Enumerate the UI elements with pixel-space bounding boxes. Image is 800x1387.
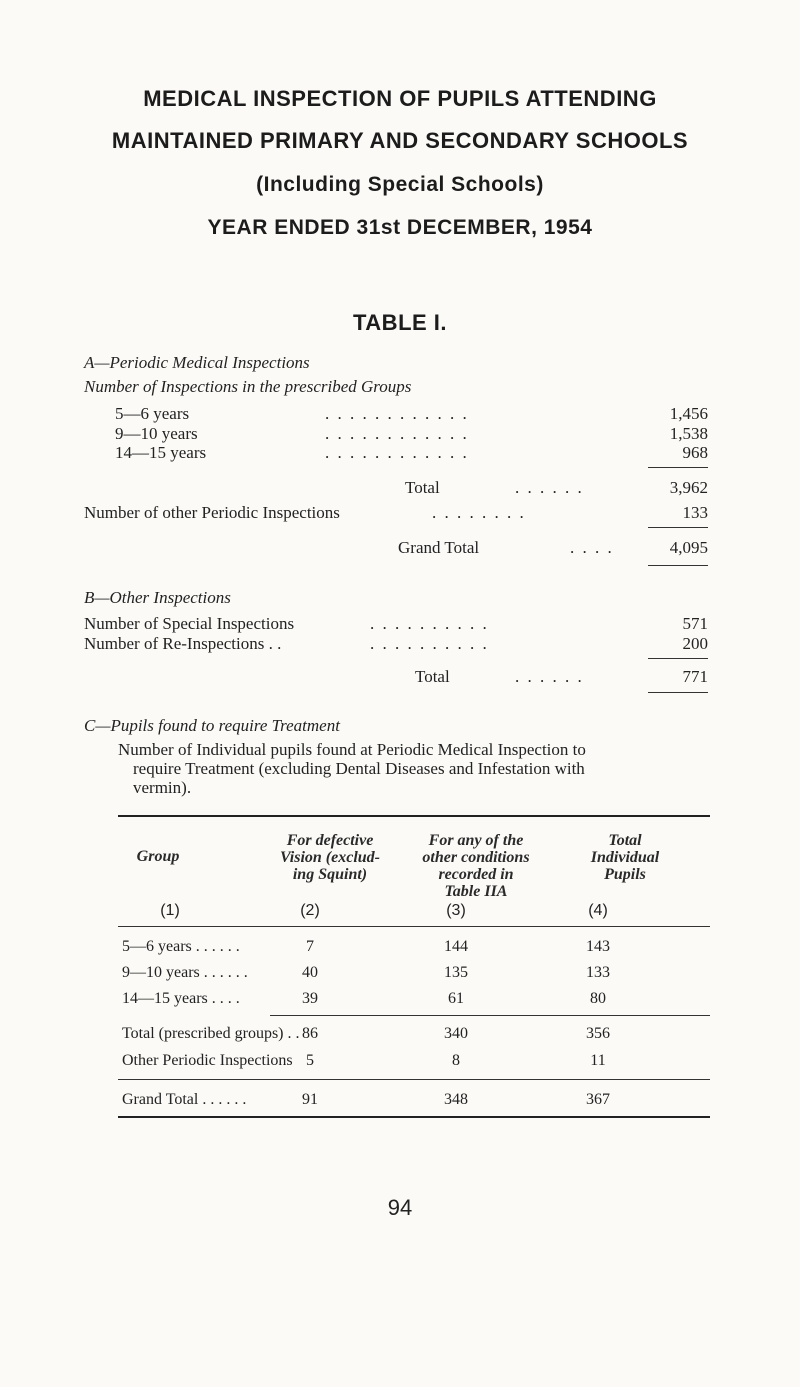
cell-total: 11 — [590, 1052, 606, 1069]
section-a-grand-label: Grand Total — [398, 538, 480, 557]
header-text: ing Squint) — [292, 866, 368, 883]
row-label: Total (prescribed groups) . . — [122, 1025, 300, 1042]
subtotal-rule — [118, 1079, 710, 1080]
row-label: 14—15 years . . . . — [122, 990, 240, 1007]
heading-line-3: (Including Special Schools) — [256, 173, 544, 196]
leader-dots: . . . . . . . . — [432, 503, 526, 522]
header-rule — [118, 926, 710, 927]
page-number: 94 — [387, 1195, 413, 1220]
header-text: other conditions — [422, 849, 530, 866]
header-text: For defective — [286, 832, 374, 849]
header-group — [118, 848, 198, 865]
section-b-row-label: Number of Re-Inspections . . — [84, 634, 282, 653]
section-a-subtitle: Number of Inspections in the prescribed Groups — [84, 377, 412, 396]
leader-dots: . . . . . . — [515, 478, 584, 497]
section-a-total-value: 3,962 — [669, 478, 708, 497]
cell-vision: 7 — [306, 938, 314, 955]
header-defective-vision — [260, 832, 400, 883]
cell-other: 61 — [448, 990, 464, 1007]
row-label: 5—6 years . . . . . . — [122, 938, 240, 955]
subtotal-rule — [648, 467, 708, 468]
header-number: (4) — [588, 902, 608, 919]
section-c-description-line: Number of Individual pupils found at Periodic Medical Inspection to — [118, 740, 586, 759]
table-bottom-rule — [118, 1116, 710, 1118]
cell-total: 367 — [586, 1091, 610, 1108]
cell-vision: 91 — [302, 1091, 318, 1108]
leader-dots: . . . . . . . . . . . . — [325, 443, 469, 462]
section-a-other-label: Number of other Periodic Inspections — [84, 503, 340, 522]
section-c-title: C—Pupils found to require Treatment — [84, 716, 340, 735]
cell-total: 133 — [586, 964, 610, 981]
subtotal-rule — [648, 658, 708, 659]
header-number: (3) — [446, 902, 466, 919]
row-label: Other Periodic Inspections — [122, 1052, 293, 1069]
header-text: For any of the — [428, 832, 524, 849]
grand-total-rule — [648, 565, 708, 566]
section-c-description-line: require Treatment (excluding Dental Diseases and Infestation with — [133, 759, 585, 778]
section-a-row-value: 1,456 — [669, 404, 708, 423]
header-text: Pupils — [604, 866, 646, 883]
cell-other: 144 — [444, 938, 468, 955]
heading-line-4: YEAR ENDED 31st DECEMBER, 1954 — [207, 216, 593, 239]
header-other-conditions — [406, 832, 546, 900]
leader-dots: . . . . — [570, 538, 614, 557]
cell-other: 8 — [452, 1052, 460, 1069]
heading-line-1: MEDICAL INSPECTION OF PUPILS ATTENDING — [143, 86, 657, 111]
section-a-total-label: Total — [405, 478, 440, 497]
grand-total-rule — [648, 692, 708, 693]
header-group-text: Group — [136, 848, 180, 865]
header-number: (2) — [300, 902, 320, 919]
section-a-other-value: 133 — [682, 503, 708, 522]
table-title: TABLE I. — [352, 310, 448, 335]
header-total-pupils — [560, 832, 690, 883]
subtotal-rule — [648, 527, 708, 528]
cell-other: 135 — [444, 964, 468, 981]
cell-total: 80 — [590, 990, 606, 1007]
section-b-row-label: Number of Special Inspections — [84, 614, 295, 633]
section-a-row-label: 14—15 years — [115, 443, 207, 462]
header-number: (1) — [160, 902, 180, 919]
section-a-title: A—Periodic Medical Inspections — [84, 353, 310, 372]
section-b-total-label: Total — [415, 667, 450, 686]
leader-dots: . . . . . . . . . . . . — [325, 404, 469, 423]
section-a-row-label: 5—6 years — [115, 404, 190, 423]
section-b-row-value: 200 — [682, 634, 708, 653]
cell-vision: 86 — [302, 1025, 318, 1042]
cell-total: 356 — [586, 1025, 610, 1042]
leader-dots: . . . . . . . . . . — [370, 634, 489, 653]
header-text: Total — [608, 832, 642, 849]
section-b-title: B—Other Inspections — [84, 588, 231, 607]
leader-dots: . . . . . . . . . . — [370, 614, 489, 633]
cell-total: 143 — [586, 938, 610, 955]
cell-vision: 40 — [302, 964, 318, 981]
heading-line-2: MAINTAINED PRIMARY AND SECONDARY SCHOOLS — [111, 128, 689, 153]
leader-dots: . . . . . . — [515, 667, 584, 686]
section-b-total-value: 771 — [682, 667, 708, 686]
row-label: 9—10 years . . . . . . — [122, 964, 248, 981]
section-a-row-value: 1,538 — [669, 424, 708, 443]
section-b-row-value: 571 — [682, 614, 708, 633]
leader-dots: . . . . . . . . . . . . — [325, 424, 469, 443]
cell-vision: 5 — [306, 1052, 314, 1069]
section-a-grand-value: 4,095 — [669, 538, 708, 557]
row-label: Grand Total . . . . . . — [122, 1091, 247, 1108]
header-text: Table IIA — [444, 883, 508, 900]
cell-other: 340 — [444, 1025, 468, 1042]
cell-other: 348 — [444, 1091, 468, 1108]
section-a-row-label: 9—10 years — [115, 424, 198, 443]
subtotal-rule — [270, 1015, 710, 1016]
cell-vision: 39 — [302, 990, 318, 1007]
header-text: Vision (exclud- — [279, 849, 380, 866]
header-text: Individual — [590, 849, 660, 866]
table-top-rule — [118, 815, 710, 817]
section-a-row-value: 968 — [682, 443, 708, 462]
header-text: recorded in — [438, 866, 514, 883]
section-c-description-line: vermin). — [133, 778, 192, 797]
